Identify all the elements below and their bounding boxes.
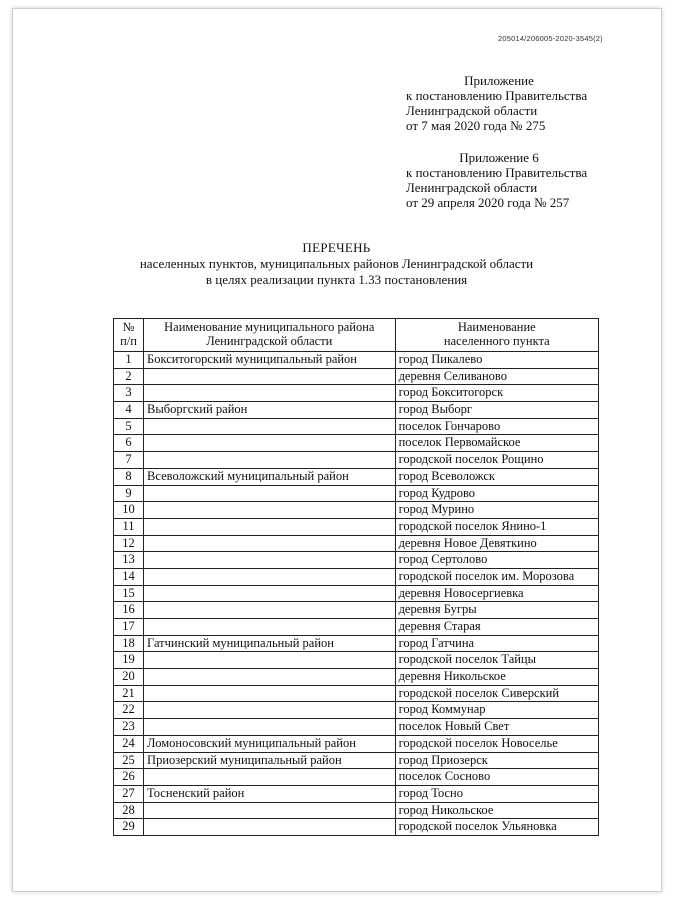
header-settlement-line-2: населенного пункта (443, 334, 550, 348)
row-number-cell: 15 (114, 585, 144, 602)
table-row (114, 752, 599, 769)
settlement-cell: поселок Первомайское (395, 435, 598, 452)
settlement-cell: город Тосно (395, 785, 598, 802)
row-number-cell: 10 (114, 502, 144, 519)
row-number-cell: 23 (114, 719, 144, 736)
table-row (114, 602, 599, 619)
row-number-cell: 29 (114, 819, 144, 836)
table-row (114, 669, 599, 686)
row-number-cell: 3 (114, 385, 144, 402)
district-cell (144, 719, 396, 736)
district-cell (144, 802, 396, 819)
district-cell (144, 418, 396, 435)
row-number-cell: 16 (114, 602, 144, 619)
settlement-cell: деревня Никольское (395, 669, 598, 686)
table-row (114, 652, 599, 669)
district-cell (144, 602, 396, 619)
district-cell: Приозерский муниципальный район (144, 752, 396, 769)
row-number-cell: 2 (114, 368, 144, 385)
table-row (114, 502, 599, 519)
annex-date: от 29 апреля 2020 года № 257 (406, 195, 570, 210)
settlement-cell: город Бокситогорск (395, 385, 598, 402)
settlement-cell: городской поселок Тайцы (395, 652, 598, 669)
settlement-cell: деревня Новосергиевка (395, 585, 598, 602)
table-row (114, 402, 599, 419)
table-row (114, 585, 599, 602)
table-row (114, 418, 599, 435)
row-number-cell: 9 (114, 485, 144, 502)
row-number-cell: 5 (114, 418, 144, 435)
settlement-cell: городской поселок им. Морозова (395, 568, 598, 585)
settlement-cell: городской поселок Новоселье (395, 735, 598, 752)
settlement-cell: город Мурино (395, 502, 598, 519)
row-number-cell: 6 (114, 435, 144, 452)
district-cell (144, 769, 396, 786)
district-cell (144, 702, 396, 719)
settlement-cell: поселок Сосново (395, 769, 598, 786)
heading-title: ПЕРЕЧЕНЬ (302, 240, 371, 255)
header-district (144, 319, 396, 352)
settlement-cell: городской поселок Ульяновка (395, 819, 598, 836)
district-cell: Бокситогорский муниципальный район (144, 352, 396, 369)
district-cell: Всеволожский муниципальный район (144, 468, 396, 485)
settlement-cell: город Выборг (395, 402, 598, 419)
row-number-cell: 21 (114, 685, 144, 702)
settlement-cell: город Сертолово (395, 552, 598, 569)
annex-date: от 7 мая 2020 года № 275 (406, 118, 546, 133)
table-header-row (114, 319, 599, 352)
settlement-cell: поселок Гончарово (395, 418, 598, 435)
annex-title: Приложение 6 (459, 150, 539, 165)
district-cell (144, 685, 396, 702)
header-district-line-1: Наименование муниципального района (164, 320, 375, 334)
settlement-cell: деревня Бугры (395, 602, 598, 619)
table-row (114, 785, 599, 802)
table-row (114, 385, 599, 402)
table-row (114, 452, 599, 469)
table-row (114, 685, 599, 702)
settlement-cell: город Коммунар (395, 702, 598, 719)
table-body (114, 352, 599, 836)
settlement-cell: поселок Новый Свет (395, 719, 598, 736)
district-cell (144, 535, 396, 552)
row-number-cell: 7 (114, 452, 144, 469)
district-cell: Выборгский район (144, 402, 396, 419)
settlement-cell: город Пикалево (395, 352, 598, 369)
district-cell (144, 452, 396, 469)
heading-subtitle: населенных пунктов, муниципальных районов Ленинградской области (139, 256, 534, 271)
row-number-cell: 1 (114, 352, 144, 369)
table-row (114, 702, 599, 719)
district-cell: Гатчинский муниципальный район (144, 635, 396, 652)
row-number-cell: 17 (114, 619, 144, 636)
row-number-cell: 24 (114, 735, 144, 752)
list-heading (0, 240, 673, 288)
annex-block-primary (406, 73, 592, 133)
table-row (114, 518, 599, 535)
header-number (114, 319, 144, 352)
table-row (114, 552, 599, 569)
settlement-cell: город Никольское (395, 802, 598, 819)
settlements-table (113, 318, 599, 836)
table-row (114, 568, 599, 585)
district-cell (144, 568, 396, 585)
district-cell (144, 819, 396, 836)
header-settlement-line-1: Наименование (457, 320, 536, 334)
settlement-cell: город Приозерск (395, 752, 598, 769)
annex-reference: к постановлению Правительства (406, 88, 588, 103)
table-row (114, 368, 599, 385)
district-cell (144, 385, 396, 402)
table-row (114, 802, 599, 819)
row-number-cell: 19 (114, 652, 144, 669)
annex-reference: к постановлению Правительства (406, 165, 588, 180)
table-row (114, 619, 599, 636)
settlement-cell: город Кудрово (395, 485, 598, 502)
heading-subtitle-2: в целях реализации пункта 1.33 постановления (205, 272, 468, 287)
row-number-cell: 18 (114, 635, 144, 652)
district-cell (144, 585, 396, 602)
settlement-cell: город Гатчина (395, 635, 598, 652)
district-cell (144, 552, 396, 569)
table-row (114, 485, 599, 502)
table-row (114, 352, 599, 369)
row-number-cell: 26 (114, 769, 144, 786)
table-row (114, 535, 599, 552)
row-number-cell: 20 (114, 669, 144, 686)
row-number-cell: 28 (114, 802, 144, 819)
table-row (114, 435, 599, 452)
district-cell (144, 652, 396, 669)
district-cell (144, 368, 396, 385)
annex-title: Приложение (464, 73, 534, 88)
settlement-cell: деревня Старая (395, 619, 598, 636)
row-number-cell: 22 (114, 702, 144, 719)
district-cell (144, 435, 396, 452)
table-row (114, 735, 599, 752)
header-district-line-2: Ленинградской области (206, 334, 333, 348)
district-cell (144, 485, 396, 502)
annex-block-secondary (406, 150, 592, 210)
district-cell: Тосненский район (144, 785, 396, 802)
document-id: 205014/206005-2020-3545(2) (498, 34, 603, 43)
settlement-cell: деревня Новое Девяткино (395, 535, 598, 552)
row-number-cell: 14 (114, 568, 144, 585)
header-settlement (395, 319, 598, 352)
annex-region: Ленинградской области (406, 180, 538, 195)
row-number-cell: 8 (114, 468, 144, 485)
district-cell (144, 669, 396, 686)
table-row (114, 769, 599, 786)
row-number-cell: 27 (114, 785, 144, 802)
header-number-line-2: п/п (120, 334, 137, 348)
row-number-cell: 4 (114, 402, 144, 419)
table-row (114, 468, 599, 485)
table-row (114, 819, 599, 836)
row-number-cell: 12 (114, 535, 144, 552)
settlement-cell: городской поселок Янино-1 (395, 518, 598, 535)
settlement-cell: городской поселок Сиверский (395, 685, 598, 702)
table-row (114, 635, 599, 652)
district-cell (144, 502, 396, 519)
settlement-cell: городской поселок Рощино (395, 452, 598, 469)
district-cell (144, 619, 396, 636)
settlement-cell: город Всеволожск (395, 468, 598, 485)
header-number-line-1: № (122, 320, 135, 334)
row-number-cell: 25 (114, 752, 144, 769)
table-row (114, 719, 599, 736)
settlement-cell: деревня Селиваново (395, 368, 598, 385)
district-cell (144, 518, 396, 535)
district-cell: Ломоносовский муниципальный район (144, 735, 396, 752)
row-number-cell: 11 (114, 518, 144, 535)
annex-region: Ленинградской области (406, 103, 538, 118)
row-number-cell: 13 (114, 552, 144, 569)
